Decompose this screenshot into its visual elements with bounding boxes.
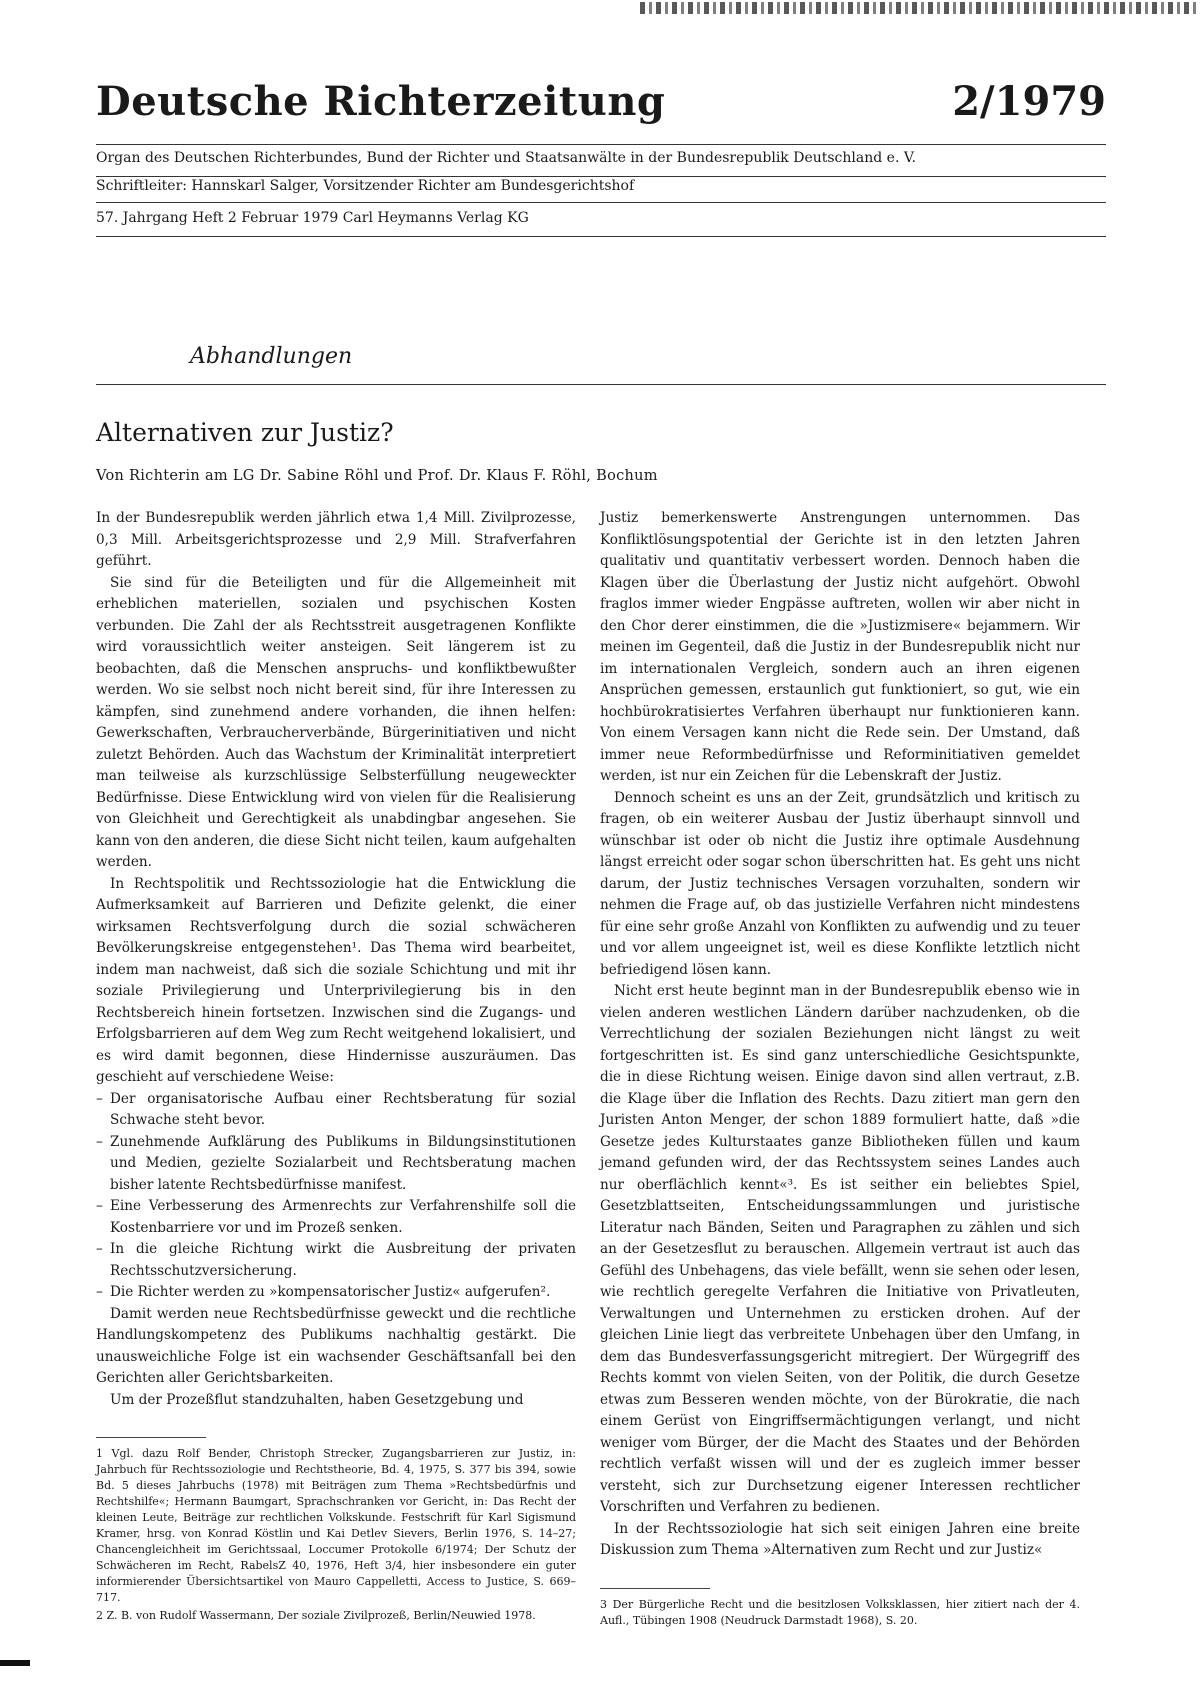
bullet-list (96, 1089, 576, 1304)
issue-number: 2/1979 (952, 78, 1106, 125)
list-item-text: Die Richter werden zu »kompensatorischer Justiz« aufgerufen². (110, 1284, 551, 1300)
list-item: – Die Richter werden zu »kompensatorischer Justiz« aufgerufen². (96, 1284, 551, 1300)
issue-line: 57. Jahrgang Heft 2 Februar 1979 Carl Heymanns Verlag KG (96, 210, 529, 226)
paragraph: Dennoch scheint es uns an der Zeit, grundsätzlich und kritisch zu fragen, ob ein weiterer Ausbau der Justiz überhaupt sinnvoll und wünschbar ist oder ob nicht die Justiz ihre optimale Ausdehnung längst erreicht oder sogar schon überschritten hat. Es geht uns nicht darum, der Justiz technisches Versagen vorzuhalten, sondern wir nehmen die Frage auf, ob das justizielle Verfahren nicht mindestens für eine sehr große Anzahl von Konflikten zu aufwendig und zu teuer und vor allem ungeeignet ist, weil es diese Konflikte letztlich nicht befriedigend lösen kann. (600, 789, 1080, 978)
body-column-left (96, 508, 576, 1676)
footnote: 3 Der Bürgerliche Recht und die besitzlosen Volksklassen, hier zitiert nach der 4. Aufl., Tübingen 1908 (Neudruck Darmstadt 1968), S. 20. (600, 1597, 1080, 1627)
paragraph: Justiz bemerkenswerte Anstrengungen unternommen. Das Konfliktlösungspotential der Gerichte ist in den letzten Jahren qualitativ und quantitativ verbessert worden. Dennoch haben die Klagen über die Überlastung der Justiz nicht aufgehört. Obwohl fraglos immer wieder Engpässe auftreten, wollen wir aber nicht in den Chor derer einstimmen, die die »Justizmisere« bejammern. Wir meinen im Gegenteil, daß die Justiz in der Bundesrepublik nicht nur im internationalen Vergleich, sondern auch an ihren eigenen Ansprüchen gemessen, erstaunlich gut funktioniert, so gut, wie ein hochbürokratisiertes Verfahren überhaupt nur funktionieren kann. Von einem Versagen kann nicht die Rede sein. Der Umstand, daß immer neue Reformbedürfnisse und Reforminitiativen gemeldet werden, ist nur ein Zeichen für die Lebenskraft der Justiz. (600, 510, 1080, 784)
paragraph: Nicht erst heute beginnt man in der Bundesrepublik ebenso wie in vielen anderen westlichen Ländern darüber nachzudenken, ob die Verrechtlichung der sozialen Beziehungen nicht längst zu weit fortgeschritten ist. Es sind ganz unterschiedliche Gesichtspunkte, die in diese Richtung weisen. Einige davon sind allen vertraut, z.B. die Klage über die Inflation des Rechts. Dazu zitiert man gern den Juristen Anton Menger, der schon 1889 formuliert hatte, daß »die Gesetze jedes Kulturstaates ganze Bibliotheken füllen und kaum jemand gefunden wird, der das Rechtssystem seines Landes auch nur oberflächlich kennt«³. Es ist seither ein beliebtes Spiel, Gesetzblattseiten, Entscheidungssammlungen und juristische Literatur nach Bänden, Seiten und Paragraphen zu zählen und sich an der Gesetzesflut zu berauschen. Allgemein vertraut ist auch das Gefühl des Unbehagens, das viele befällt, wenn sie sehen oder lesen, wie rechtlich geregelte Verfahren die Initiative von Privatleuten, Verwaltungen und Unternehmen zu ersticken drohen. Auf der gleichen Linie liegt das verbreitete Unbehagen über den Umfang, in dem das Bundesverfassungsgericht mitregiert. Der Würgegriff des Rechts kommt von vielen Seiten, von der Politik, die durch Gesetze etwas zum Besseren wenden möchte, von der Bürokratie, die nach einem Gerüst von Eingriffsermächtigungen verlangt, und nicht weniger vom Bürger, der die Macht des Staates und der Behörden rechtlich verfaßt wissen will und der es zugleich immer besser versteht, sich zur Durchsetzung eigener Interessen rechtlicher Vorschriften und Verfahren zu bedienen. (600, 983, 1080, 1515)
header-rule (96, 176, 1106, 177)
header-rule (96, 144, 1106, 145)
paragraph: Um der Prozeßflut standzuhalten, haben Gesetzgebung und (110, 1391, 524, 1408)
scan-edge-artifact (640, 2, 1200, 14)
scan-corner-artifact (0, 1660, 30, 1666)
paragraph: Sie sind für die Beteiligten und für die Allgemeinheit mit erheblichen materiellen, sozialen und psychischen Kosten verbunden. Die Zahl der als Rechtsstreit ausgetragenen Konflikte wird voraussichtlich weiter ansteigen. Seit längerem ist zu beobachten, daß die Menschen anspruchs- und konfliktbewußter werden. Wo sie selbst noch nicht bereit sind, für ihre Interessen zu kämpfen, sind zunehmend andere vorhanden, die ihnen helfen: Gewerkschaften, Verbraucherverbände, Bürgerinitiativen und nicht zuletzt Behörden. Auch das Wachstum der Kriminalität interpretiert man teilweise als kurzschlüssige Selbsterfüllung neugeweckter Bedürfnisse. Diese Entwicklung wird von vielen für die Realisierung von Gleichheit und Gerechtigkeit als unabdingbar angesehen. Sie kann von den anderen, die diese Sicht nicht teilen, kaum aufgehalten werden. (96, 574, 576, 870)
header-rule (96, 202, 1106, 203)
list-item: – In die gleiche Richtung wirkt die Ausbreitung der privaten Rechtsschutzversicherung. (96, 1241, 576, 1279)
list-item-text: Eine Verbesserung des Armenrechts zur Verfahrenshilfe soll die Kostenbarriere vor und im Prozeß senken. (110, 1198, 576, 1236)
footnote-rule (600, 1588, 710, 1589)
list-item: – Eine Verbesserung des Armenrechts zur Verfahrenshilfe soll die Kostenbarriere vor und im Prozeß senken. (96, 1198, 576, 1236)
list-item: – Der organisatorische Aufbau einer Rechtsberatung für sozial Schwache steht bevor. (96, 1090, 576, 1128)
article-title: Alternativen zur Justiz? (96, 418, 394, 447)
journal-title: Deutsche Richterzeitung (96, 78, 666, 125)
footnotes-left (96, 1446, 576, 1624)
editor-line: Schriftleiter: Hannskarl Salger, Vorsitzender Richter am Bundesgerichtshof (96, 178, 635, 194)
paragraph: In der Bundesrepublik werden jährlich etwa 1,4 Mill. Zivilprozesse, 0,3 Mill. Arbeitsgerichtsprozesse und 2,9 Mill. Strafverfahren geführt. (96, 510, 576, 569)
organ-line: Organ des Deutschen Richterbundes, Bund der Richter und Staatsanwälte in der Bundesrepublik Deutschland e. V. (96, 150, 916, 166)
footnote: 2 Z. B. von Rudolf Wassermann, Der soziale Zivilprozeß, Berlin/Neuwied 1978. (96, 1609, 536, 1622)
masthead (96, 78, 1106, 138)
paragraph: In Rechtspolitik und Rechtssoziologie hat die Entwicklung die Aufmerksamkeit auf Barrieren und Defizite gelenkt, die einer wirksamen Rechtsverfolgung durch die sozial schwächeren Bevölkerungskreise entgegenstehen¹. Das Thema wird bearbeitet, indem man nachweist, daß sich die soziale Schichtung und mit ihr soziale Privilegierung und Unterprivilegierung bis in den Rechtsbereich hinein fortsetzen. Inzwischen sind die Zugangs- und Erfolgsbarrieren auf dem Weg zum Recht weitgehend lokalisiert, und es wird damit begonnen, diese Hindernisse auszuräumen. Das geschieht auf verschiedene Weise: (96, 875, 576, 1085)
footnote: 1 Vgl. dazu Rolf Bender, Christoph Strecker, Zugangsbarrieren zur Justiz, in: Jahrbuch für Rechtssoziologie und Rechtstheorie, Bd. 4, 1975, S. 377 bis 394, sowie Bd. 5 dieses Jahrbuchs (1978) mit Beiträgen zum Thema »Rechtsbedürfnis und Rechtshilfe«; Hermann Baumgart, Sprachschranken vor Gericht, in: Das Recht der kleinen Leute, Beiträge zur rechtlichen Volkskunde. Festschrift für Karl Sigismund Kramer, hrsg. von Konrad Köstlin und Kai Detlev Sievers, Berlin 1976, S. 14–27; Chancengleichheit im Gerichtssaal, Loccumer Protokolle 6/1974; Der Schutz der Schwächeren im Recht, RabelsZ 40, 1976, Heft 3/4, hier insbesondere ein guter informierender Übersichtsartikel von Mauro Cappelletti, Access to Justice, S. 669–717. (96, 1447, 576, 1604)
header-rule (96, 236, 1106, 237)
section-rule (96, 384, 1106, 385)
paragraph: Damit werden neue Rechtsbedürfnisse geweckt und die rechtliche Handlungskompetenz des Publikums nachhaltig gestärkt. Die unausweichliche Folge ist ein wachsender Geschäftsanfall bei den Gerichten aller Gerichtsbarkeiten. (96, 1305, 576, 1386)
list-item-text: Zunehmende Aufklärung des Publikums in Bildungsinstitutionen und Medien, gezielte Sozialarbeit und Rechtsberatung machen bisher latente Rechtsbedürfnisse manifest. (110, 1133, 576, 1193)
footnotes-right (600, 1597, 1080, 1629)
list-item-text: Der organisatorische Aufbau einer Rechtsberatung für sozial Schwache steht bevor. (110, 1090, 576, 1128)
paragraph: In der Rechtssoziologie hat sich seit einigen Jahren eine breite Diskussion zum Thema »Alternativen zum Recht und zur Justiz« (600, 1520, 1080, 1558)
list-item-text: In die gleiche Richtung wirkt die Ausbreitung der privaten Rechtsschutzversicherung. (110, 1241, 576, 1279)
section-heading: Abhandlungen (190, 344, 353, 369)
body-column-right (600, 508, 1080, 1656)
list-item: – Zunehmende Aufklärung des Publikums in Bildungsinstitutionen und Medien, gezielte Sozialarbeit und Rechtsberatung machen bisher latente Rechtsbedürfnisse manifest. (96, 1133, 576, 1193)
byline: Von Richterin am LG Dr. Sabine Röhl und Prof. Dr. Klaus F. Röhl, Bochum (96, 468, 658, 484)
footnote-rule (96, 1437, 206, 1438)
